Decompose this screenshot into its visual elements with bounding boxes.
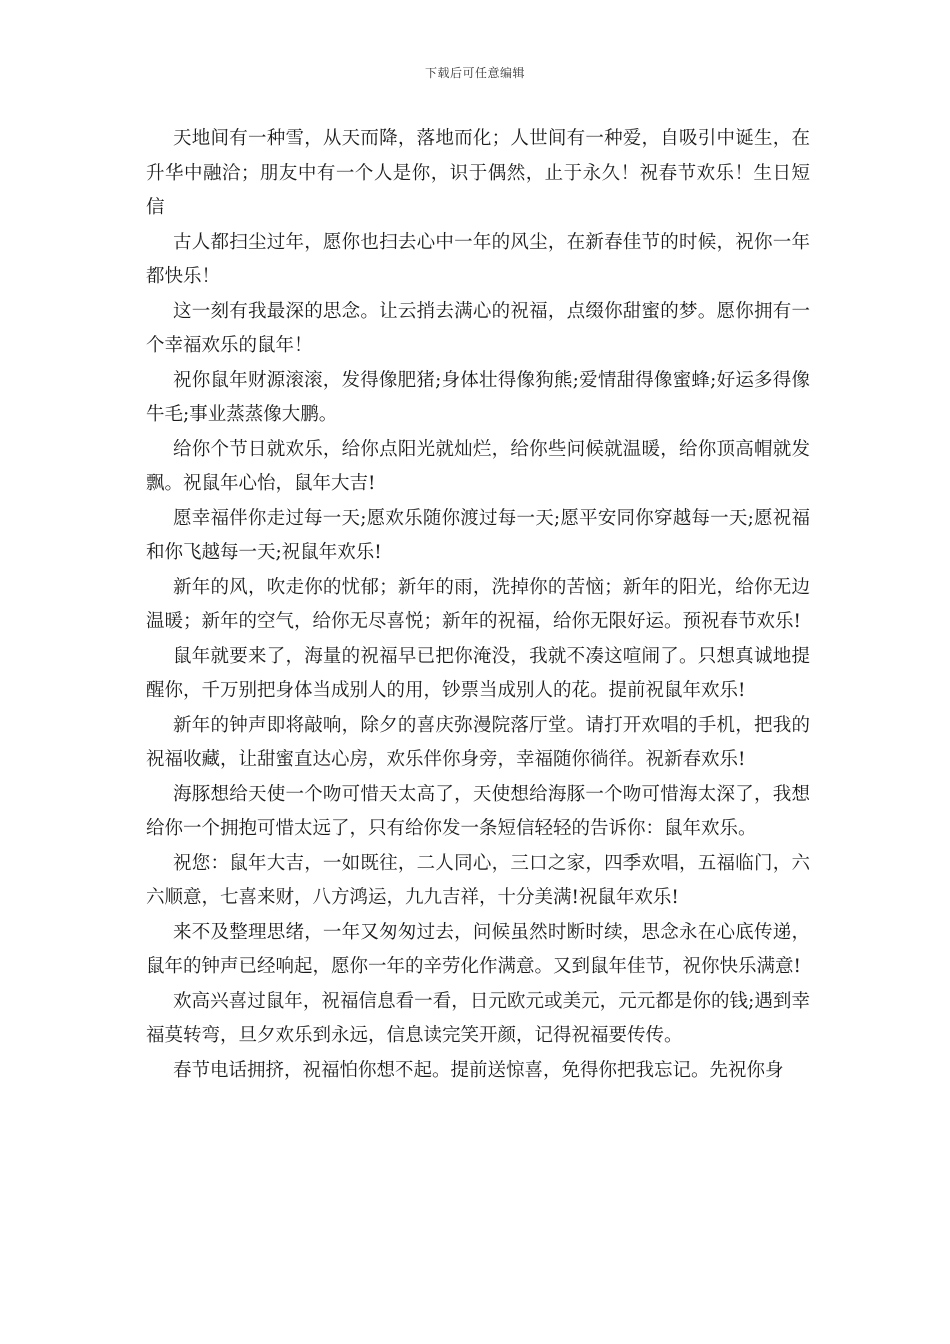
paragraph: 给你个节日就欢乐，给你点阳光就灿烂，给你些问候就温暖，给你顶高帽就发飘。祝鼠年心怡，鼠年大吉! bbox=[146, 438, 810, 494]
page-header: 下载后可任意编辑 bbox=[424, 66, 525, 80]
paragraph: 天地间有一种雪，从天而降，落地而化；人世间有一种爱，自吸引中诞生，在升华中融洽；朋友中有一个人是你，识于偶然，止于永久！祝春节欢乐！生日短信 bbox=[146, 128, 810, 218]
paragraph: 新年的风，吹走你的忧郁；新年的雨，洗掉你的苦恼；新年的阳光，给你无边温暖；新年的空气，给你无尽喜悦；新年的祝福，给你无限好运。预祝春节欢乐! bbox=[146, 576, 810, 632]
paragraph: 愿幸福伴你走过每一天;愿欢乐随你渡过每一天;愿平安同你穿越每一天;愿祝福和你飞越每一天;祝鼠年欢乐! bbox=[146, 507, 810, 563]
paragraph: 祝你鼠年财源滚滚，发得像肥猪;身体壮得像狗熊;爱情甜得像蜜蜂;好运多得像牛毛;事业蒸蒸像大鹏。 bbox=[146, 369, 810, 425]
paragraph: 这一刻有我最深的思念。让云捎去满心的祝福，点缀你甜蜜的梦。愿你拥有一个幸福欢乐的鼠年！ bbox=[146, 300, 810, 356]
paragraph: 欢高兴喜过鼠年，祝福信息看一看，日元欧元或美元，元元都是你的钱;遇到幸福莫转弯，旦夕欢乐到永远，信息读完笑开颜，记得祝福要传传。 bbox=[146, 990, 810, 1046]
paragraph: 春节电话拥挤，祝福怕你想不起。提前送惊喜，免得你把我忘记。先祝你身 bbox=[173, 1059, 784, 1081]
paragraph: 祝您：鼠年大吉，一如既往，二人同心，三口之家，四季欢唱，五福临门，六六顺意，七喜来财，八方鸿运，九九吉祥，十分美满!祝鼠年欢乐! bbox=[146, 852, 810, 908]
paragraph: 鼠年就要来了，海量的祝福早已把你淹没，我就不凑这喧闹了。只想真诚地提醒你，千万别把身体当成别人的用，钞票当成别人的花。提前祝鼠年欢乐! bbox=[146, 645, 810, 701]
paragraph: 新年的钟声即将敲响，除夕的喜庆弥漫院落厅堂。请打开欢唱的手机，把我的祝福收藏，让甜蜜直达心房，欢乐伴你身旁，幸福随你徜徉。祝新春欢乐! bbox=[146, 714, 810, 770]
paragraph: 来不及整理思绪，一年又匆匆过去，问候虽然时断时续，思念永在心底传递，鼠年的钟声已经响起，愿你一年的辛劳化作满意。又到鼠年佳节，祝你快乐满意! bbox=[146, 921, 810, 977]
paragraph: 海豚想给天使一个吻可惜天太高了，天使想给海豚一个吻可惜海太深了，我想给你一个拥抱可惜太远了，只有给你发一条短信轻轻的告诉你：鼠年欢乐。 bbox=[146, 783, 810, 839]
document-body bbox=[146, 122, 810, 1088]
paragraph: 古人都扫尘过年，愿你也扫去心中一年的风尘，在新春佳节的时候，祝你一年都快乐！ bbox=[146, 231, 810, 287]
